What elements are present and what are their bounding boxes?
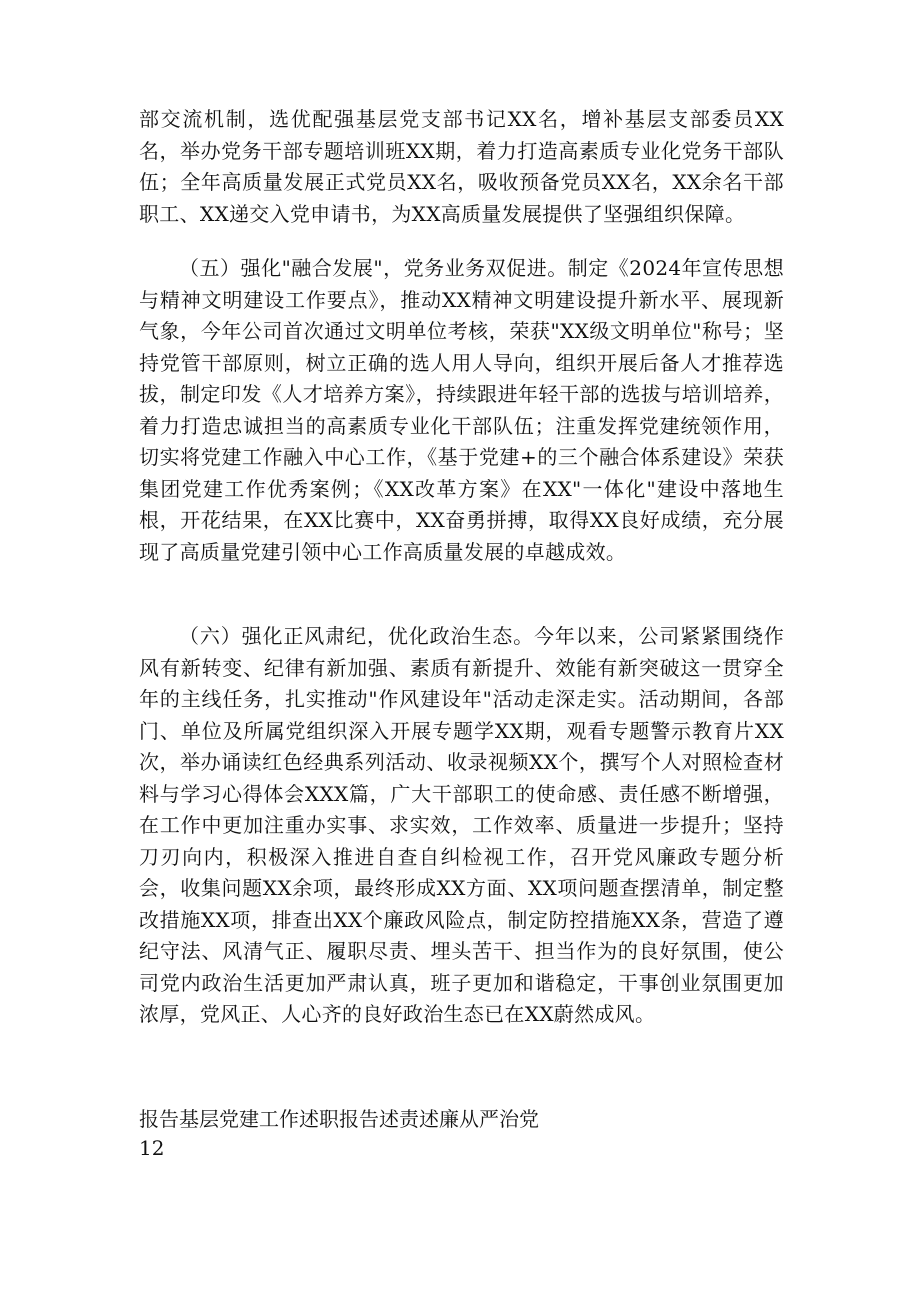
paragraph-discipline-political-ecology: （六）强化正风肃纪，优化政治生态。今年以来，公司紧紧围绕作风有新转变、纪律有新加强、素质有新提升、效能有新突破这一贯穿全年的主线任务，扎实推动"作风建设年"活动走深走实。活动期间，各部门、单位及所属党组织深入开展专题学XX期，观看专题警示教育片XX次，举办诵读红色经典系列活动、收录视频XX个，撰写个人对照检查材料与学习心得体会XXX篇，广大干部职工的使命感、责任感不断增强，在工作中更加注重办实事、求实效，工作效率、质量进一步提升；坚持刀刃向内，积极深入推进自查自纠检视工作，召开党风廉政专题分析会，收集问题XX余项，最终形成XX方面、XX项问题查摆清单，制定整改措施XX项，排查出XX个廉政风险点，制定防控措施XX条，营造了遵纪守法、风清气正、履职尽责、埋头苦干、担当作为的良好氛围，使公司党内政治生活更加严肃认真，班子更加和谐稳定，干事创业氛围更加浓厚，党风正、人心齐的良好政治生态已在XX蔚然成风。 (139, 624, 784, 1026)
paragraph-org-building: 部交流机制，选优配强基层党支部书记XX名，增补基层支部委员XX名，举办党务干部专题培训班XX期，着力打造高素质专业化党务干部队伍；全年高质量发展正式党员XX名，吸收预备党员XX名，XX余名干部职工、XX递交入党申请书，为XX高质量发展提供了坚强组织保障。 (139, 107, 784, 226)
paragraph-integrated-development: （五）强化"融合发展"，党务业务双促进。制定《2024年宣传思想与精神文明建设工作要点》，推动XX精神文明建设提升新水平、展现新气象，今年公司首次通过文明单位考核，荣获"XX级文明单位"称号；坚持党管干部原则，树立正确的选人用人导向，组织开展后备人才推荐选拔，制定印发《人才培养方案》，持续跟进年轻干部的选拔与培训培养，着力打造忠诚担当的高素质专业化干部队伍；注重发挥党建统领作用，切实将党建工作融入中心工作，《基于党建+的三个融合体系建设》荣获集团党建工作优秀案例；《XX改革方案》在XX"一体化"建设中落地生根，开花结果，在XX比赛中，XX奋勇拼搏，取得XX良好成绩，充分展现了高质量党建引领中心工作高质量发展的卓越成效。 (139, 256, 784, 564)
footer-title: 报告基层党建工作述职报告述责述廉从严治党 (139, 1107, 539, 1131)
page-number: 12 (139, 1136, 165, 1160)
